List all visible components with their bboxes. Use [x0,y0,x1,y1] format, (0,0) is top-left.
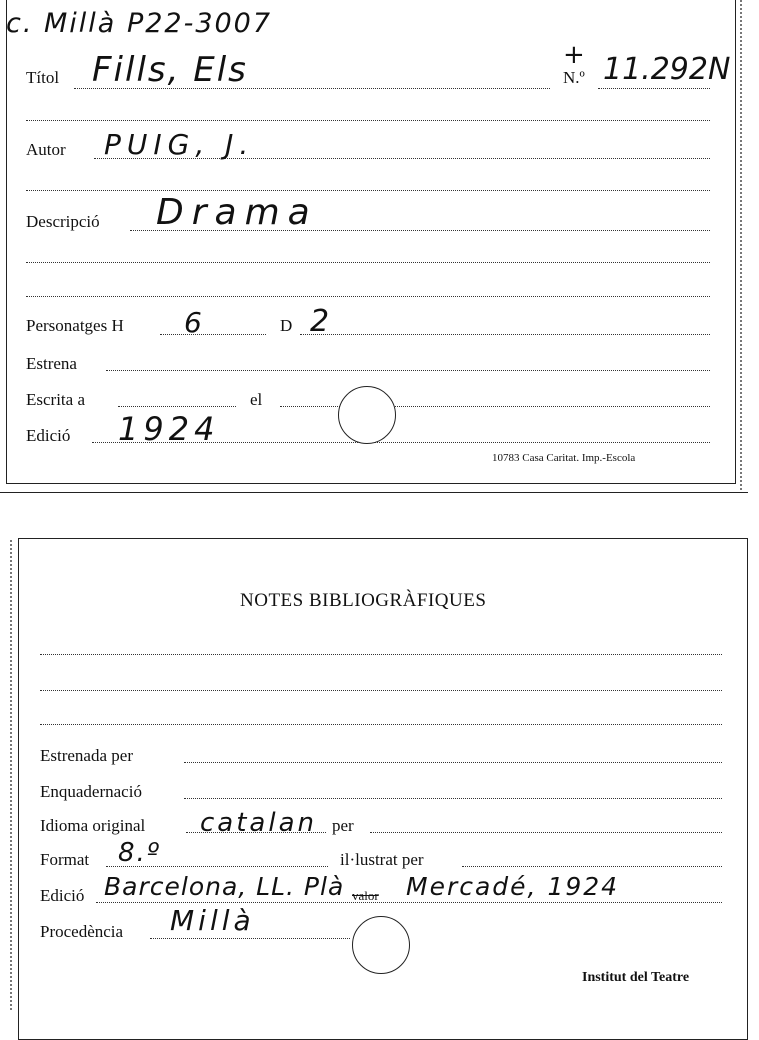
number-line [598,88,710,89]
idioma-label: Idioma original [40,816,146,835]
notes-line [40,724,722,725]
illustrat-label: il·lustrat per [340,850,424,869]
number-label: N.º [563,68,585,87]
edicio-value: 1924 [118,410,220,448]
estrenada-line [184,762,722,763]
d-label: D [280,316,293,335]
el-label: el [250,390,263,409]
titol-value: Fills, Els [92,50,248,90]
edicio-label: Edició [26,426,71,445]
estrenada-label: Estrenada per [40,746,133,765]
illustrat-line [462,866,722,867]
descripcio-value: Drama [156,192,318,233]
top-card-right-edge [740,0,748,490]
enquadernacio-line [184,798,722,799]
h-line [160,334,266,335]
idioma-per-label: per [332,816,354,835]
enquadernacio-label: Enquadernació [40,782,142,801]
procedencia-value: Millà [170,904,255,937]
bottom-edicio-line [96,902,722,903]
autor-label: Autor [26,140,66,159]
reference-code: c. Millà P22-3007 [6,8,273,39]
escrita-line [118,406,236,407]
h-value: 6 [184,306,204,339]
procedencia-label: Procedència [40,922,124,941]
punch-hole-top [338,386,396,444]
bottom-edicio-label: Edició [40,886,85,905]
estrena-line [106,370,710,371]
notes-heading: NOTES BIBLIOGRÀFIQUES [240,590,487,611]
bottom-card-left-edge [2,540,12,1010]
institution-name: Institut del Teatre [582,970,690,985]
titol-label: Títol [26,68,60,87]
bottom-edicio-value-b: Mercadé, 1924 [406,872,620,901]
d-value: 2 [310,304,332,339]
number-value: 11.292N [603,52,731,87]
format-value: 8.º [118,838,162,868]
notes-line [40,654,722,655]
bottom-edicio-value-a: Barcelona, LL. Plà [104,872,345,901]
notes-line [40,690,722,691]
printer-imprint: 10783 Casa Caritat. Imp.-Escola [492,452,636,464]
blank-line [26,262,710,263]
blank-line [26,190,710,191]
blank-line [26,120,710,121]
struck-text: valor [352,888,379,903]
cross-mark: + [563,40,585,70]
blank-line [26,296,710,297]
personatges-label: Personatges H [26,316,124,335]
procedencia-line [150,938,350,939]
divider-line [0,492,748,493]
idioma-per-line [370,832,722,833]
estrena-label: Estrena [26,354,77,373]
idioma-value: catalan [200,808,317,838]
punch-hole-bottom [352,916,410,974]
descripcio-label: Descripció [26,212,100,231]
d-line [300,334,710,335]
autor-value: PUIG, J. [104,128,255,161]
format-label: Format [40,850,90,869]
escrita-label: Escrita a [26,390,85,409]
